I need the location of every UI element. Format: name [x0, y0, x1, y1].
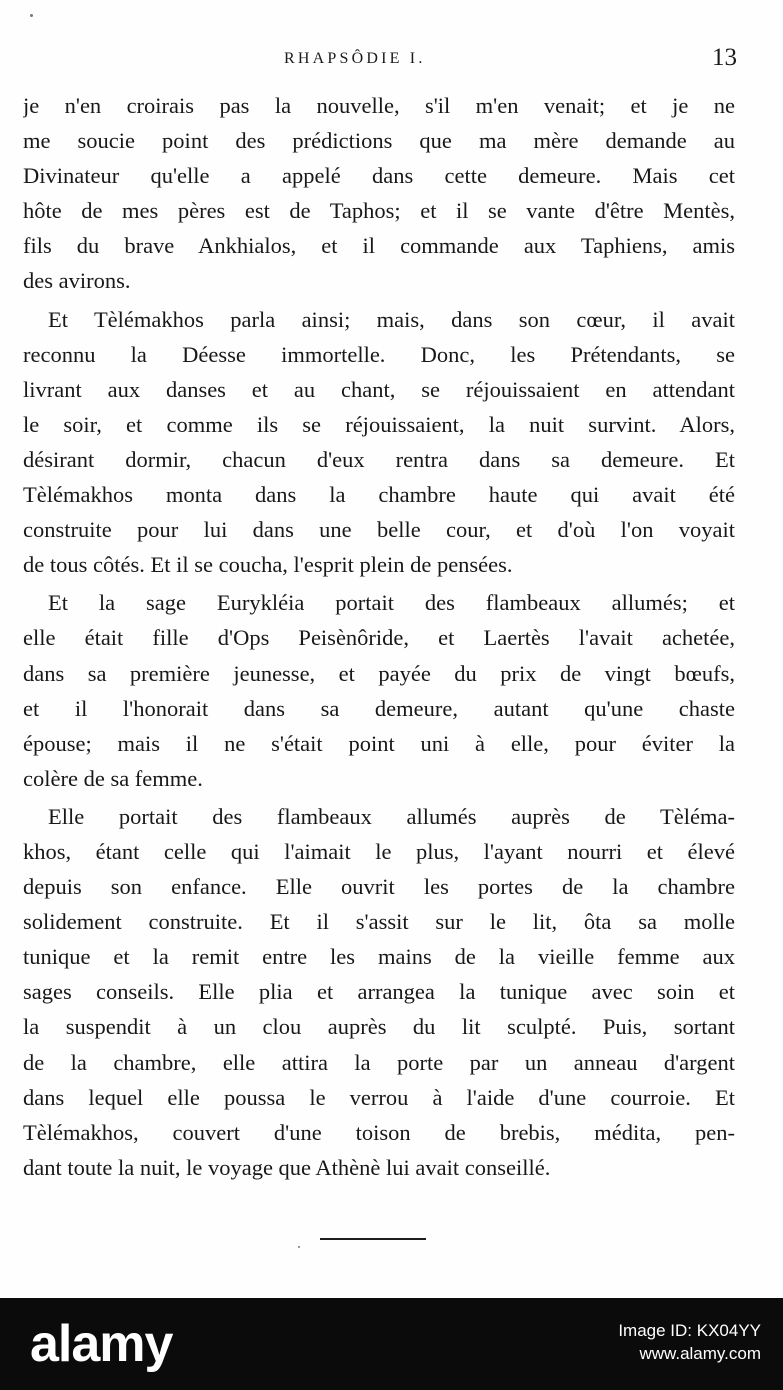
end-of-section-rule — [320, 1238, 426, 1240]
text-line: livrant aux danses et au chant, se réjouissaient en attendant — [23, 376, 735, 402]
text-line: la suspendit à un clou auprès du lit sculpté. Puis, sortant — [23, 1014, 735, 1040]
text-line: khos, étant celle qui l'aimait le plus, l'ayant nourri et élevé — [23, 838, 735, 864]
text-line: Et Tèlémakhos parla ainsi; mais, dans son cœur, il avait — [48, 306, 735, 332]
body-text — [23, 88, 735, 1185]
text-line: Tèlémakhos, couvert d'une toison de brebis, médita, pen- — [23, 1119, 735, 1145]
paragraph — [23, 88, 735, 299]
text-line: Et la sage Eurykléia portait des flambeaux allumés; et — [48, 590, 735, 616]
text-line: Elle portait des flambeaux allumés auprès de Tèléma- — [48, 803, 735, 829]
text-line: je n'en croirais pas la nouvelle, s'il m'en venait; et je ne — [23, 93, 735, 118]
text-line: de la chambre, elle attira la porte par un anneau d'argent — [23, 1049, 735, 1075]
text-line: Tèlémakhos monta dans la chambre haute qui avait été — [23, 482, 735, 508]
alamy-logo: alamy — [30, 1315, 173, 1373]
ink-speck — [30, 14, 33, 17]
paragraph — [23, 302, 735, 583]
text-line: sages conseils. Elle plia et arrangea la tunique avec soin et — [23, 979, 735, 1005]
text-line: de tous côtés. Et il se coucha, l'esprit plein de pensées. — [23, 552, 513, 578]
text-line: colère de sa femme. — [23, 765, 203, 791]
text-line: dant toute la nuit, le voyage que Athènè lui avait conseillé. — [23, 1154, 551, 1180]
text-line: et il l'honorait dans sa demeure, autant qu'une chaste — [23, 695, 735, 721]
text-line: tunique et la remit entre les mains de la vieille femme aux — [23, 944, 735, 970]
text-line: reconnu la Déesse immortelle. Donc, les Prétendants, se — [23, 341, 735, 367]
image-id-label: Image ID: KX04YY — [618, 1321, 761, 1340]
running-header — [0, 44, 783, 74]
footer-url: www.alamy.com — [639, 1344, 761, 1363]
watermark-footer — [0, 1298, 783, 1390]
text-line: construite pour lui dans une belle cour, et d'où l'on voyait — [23, 517, 735, 543]
text-line: le soir, et comme ils se réjouissaient, la nuit survint. Alors, — [23, 411, 735, 437]
page-number: 13 — [712, 44, 737, 71]
text-line: des avirons. — [23, 268, 131, 294]
text-line: me soucie point des prédictions que ma mère demande au — [23, 128, 735, 154]
text-line: hôte de mes pères est de Taphos; et il se vante d'être Mentès, — [23, 198, 735, 224]
text-line: dans lequel elle poussa le verrou à l'aide d'une courroie. Et — [23, 1084, 735, 1110]
text-line: Divinateur qu'elle a appelé dans cette demeure. Mais cet — [23, 163, 735, 189]
text-line: désirant dormir, chacun d'eux rentra dans sa demeure. Et — [23, 446, 735, 472]
text-line: épouse; mais il ne s'était point uni à elle, pour éviter la — [23, 730, 735, 756]
text-line: depuis son enfance. Elle ouvrit les portes de la chambre — [23, 874, 735, 900]
paragraph — [23, 799, 735, 1185]
text-line: dans sa première jeunesse, et payée du prix de vingt bœufs, — [23, 660, 735, 686]
paragraph — [23, 585, 735, 796]
text-line: elle était fille d'Ops Peisènôride, et Laertès l'avait achetée, — [23, 625, 735, 651]
footer-meta — [561, 1320, 761, 1366]
text-line: solidement construite. Et il s'assit sur le lit, ôta sa molle — [23, 909, 735, 935]
text-line: fils du brave Ankhialos, et il commande aux Taphiens, amis — [23, 233, 735, 259]
running-title: RHAPSÔDIE I. — [284, 50, 426, 67]
ink-speck — [298, 1246, 300, 1248]
